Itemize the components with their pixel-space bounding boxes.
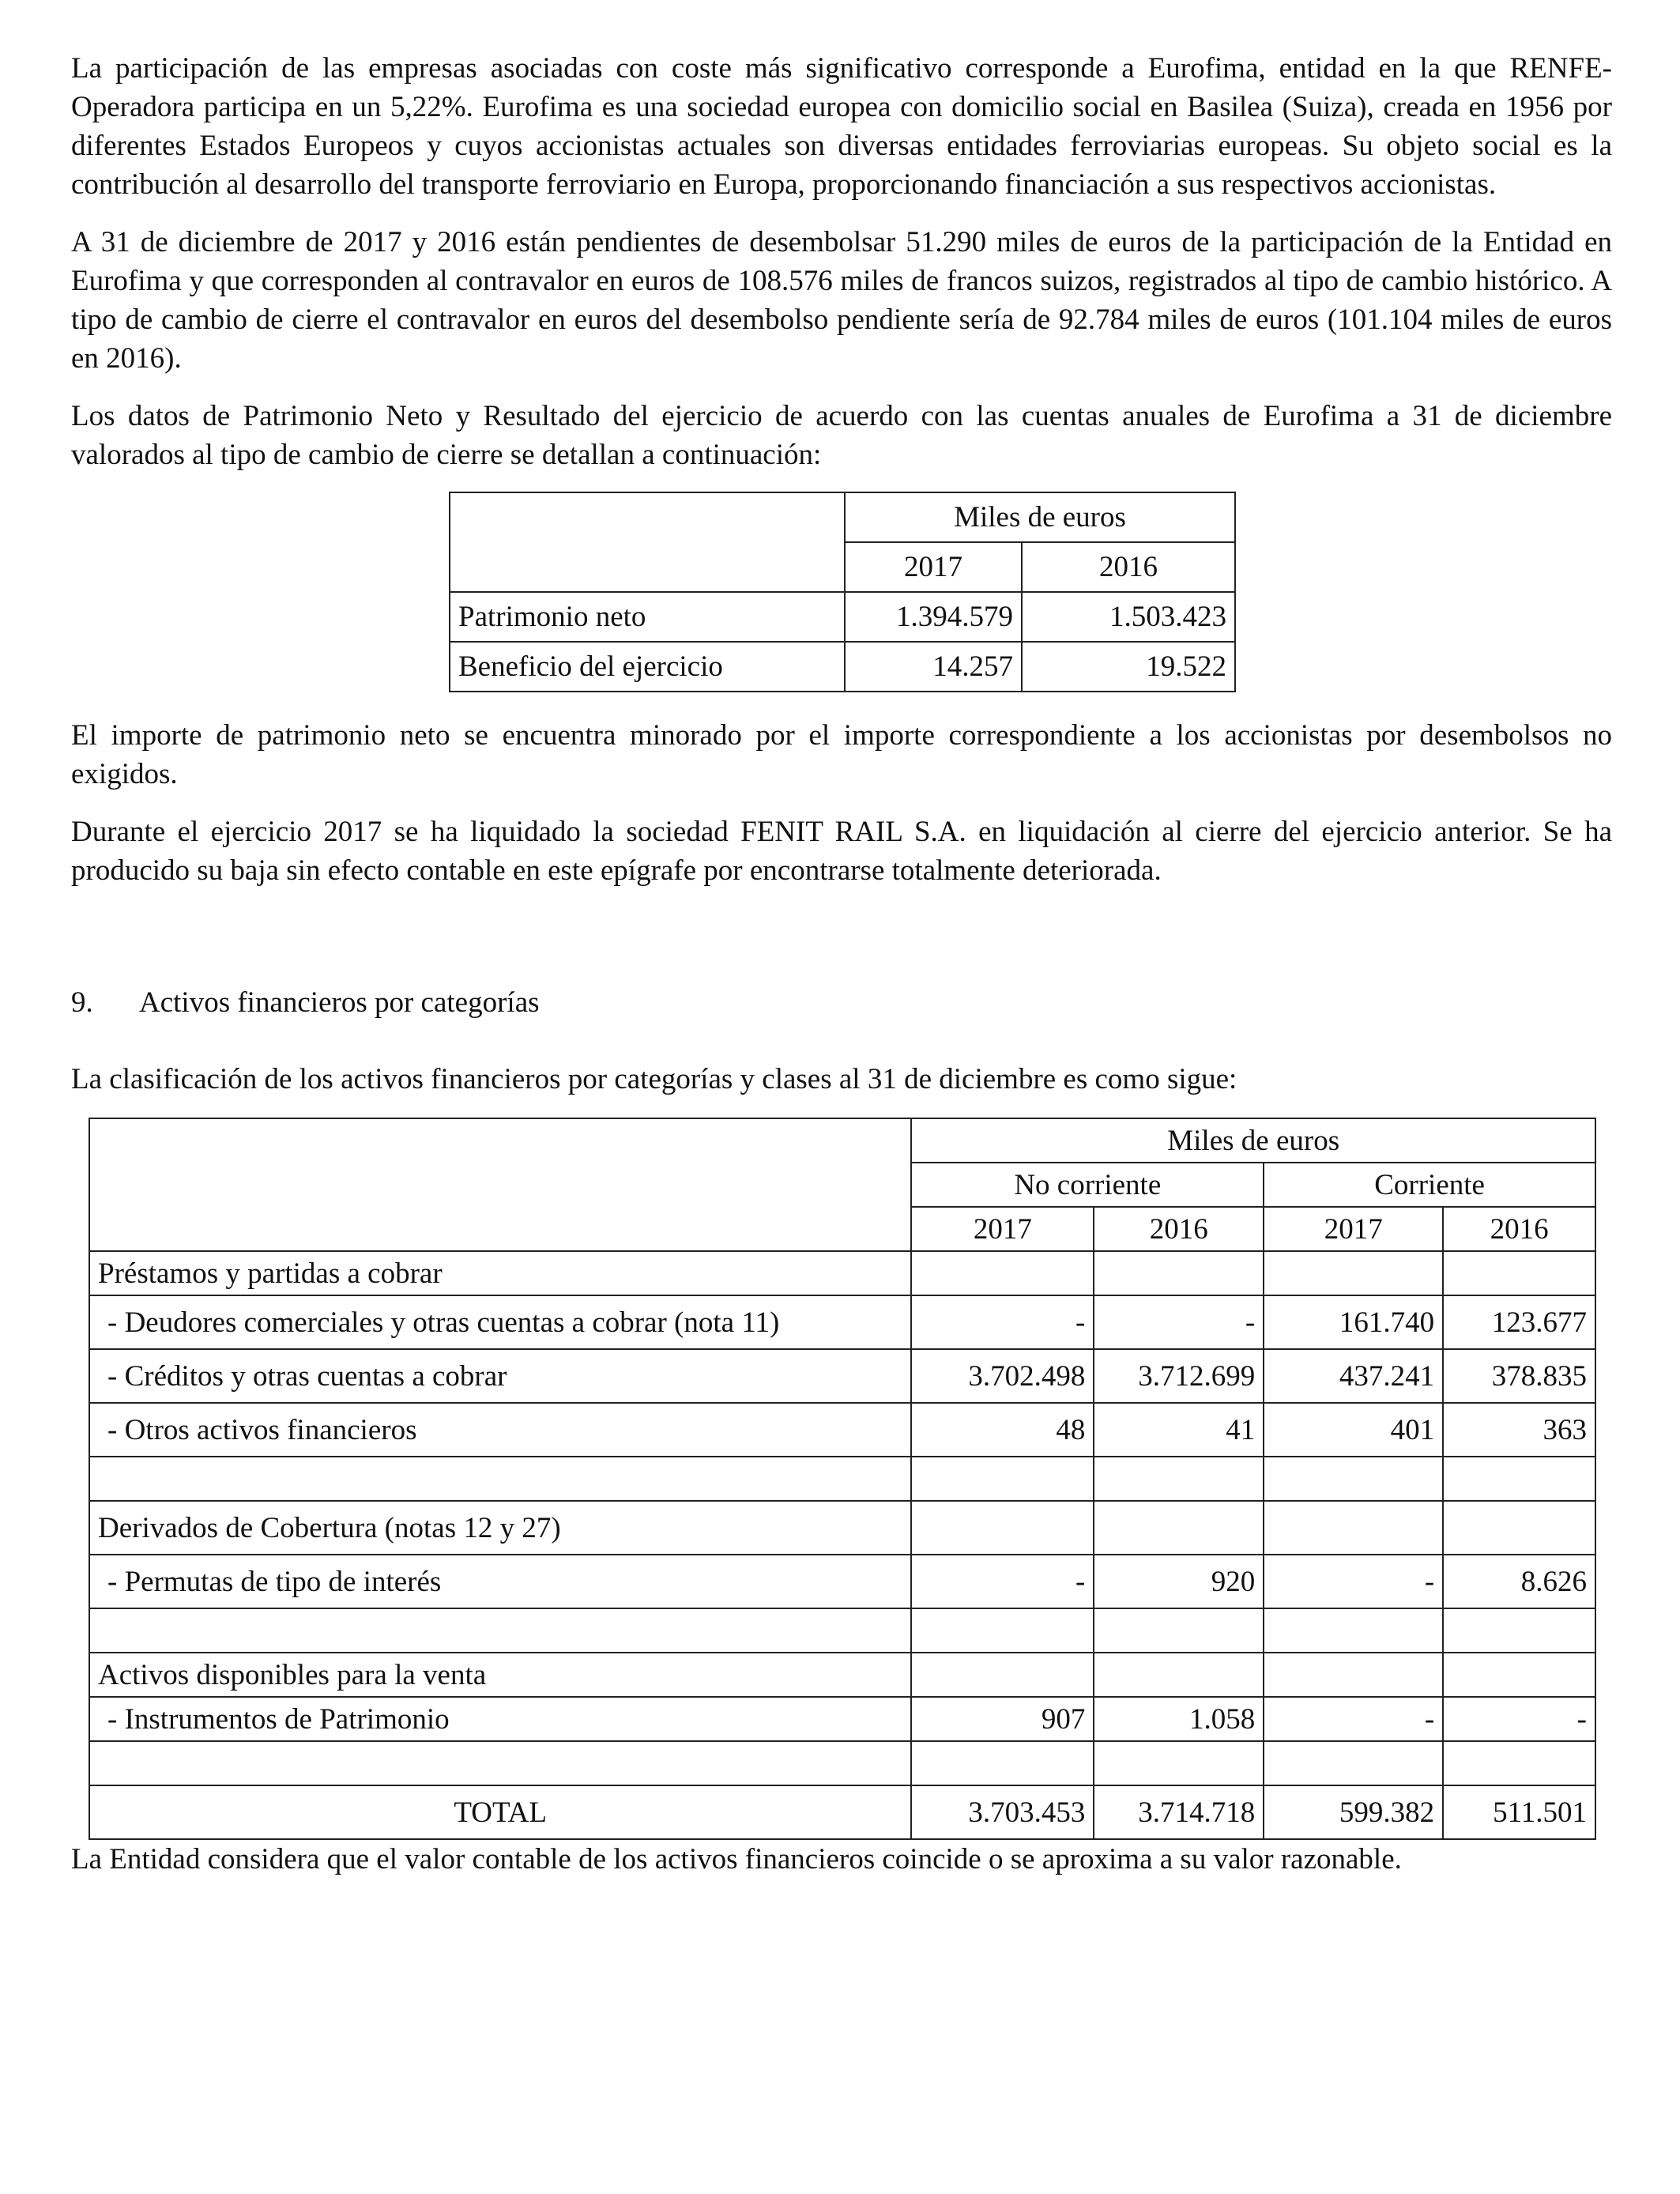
cell-value: - (1264, 1697, 1443, 1741)
category-label: Derivados de Cobertura (notas 12 y 27) (89, 1501, 911, 1555)
total-value: 511.501 (1443, 1785, 1595, 1839)
paragraph-classification-intro: La clasificación de los activos financieros por categorías y clases al 31 de diciembre es como sigue: (71, 1063, 1237, 1095)
cell-value: 41 (1094, 1403, 1264, 1457)
cell-value: - (1443, 1697, 1595, 1741)
table2-empty-header (89, 1118, 911, 1251)
table-row-total (89, 1785, 1595, 1839)
cell-value: 401 (1264, 1403, 1443, 1457)
cell-value: 363 (1443, 1403, 1595, 1457)
table-row (450, 642, 1235, 692)
table-row-empty (89, 1457, 1595, 1501)
cell-value: 3.712.699 (1094, 1349, 1264, 1403)
cell-value: 1.058 (1094, 1697, 1264, 1741)
cell-value: 14.257 (845, 642, 1022, 692)
cell-value: 907 (911, 1697, 1094, 1741)
cell-value: - (1094, 1295, 1264, 1349)
table-row (89, 1501, 1595, 1555)
cell-value: 437.241 (1264, 1349, 1443, 1403)
paragraph-equity-data-intro: Los datos de Patrimonio Neto y Resultado del ejercicio de acuerdo con las cuentas anuales de Eurofima a 31 de diciembre valorados al tipo de cambio de cierre se detallan a continuación: (71, 400, 1612, 471)
table-row (89, 1349, 1595, 1403)
financial-assets-table (89, 1118, 1596, 1840)
table1-unit-header: Miles de euros (845, 492, 1235, 542)
eurofima-equity-table (449, 492, 1236, 692)
table-row (89, 1251, 1595, 1295)
table-row (89, 1653, 1595, 1697)
table2-year: 2016 (1443, 1207, 1595, 1251)
cell-value: 123.677 (1443, 1295, 1595, 1349)
table-row-empty (89, 1608, 1595, 1653)
row-label: Patrimonio neto (450, 592, 845, 642)
row-label: - Deudores comerciales y otras cuentas a cobrar (nota 11) (89, 1295, 911, 1349)
cell-value: - (911, 1295, 1094, 1349)
cell-value: 19.522 (1022, 642, 1235, 692)
paragraph-equity-note: El importe de patrimonio neto se encuentra minorado por el importe correspondiente a los accionistas por desembolsos no exigidos. (71, 719, 1612, 790)
cell-value: 161.740 (1264, 1295, 1443, 1349)
cell-value: 8.626 (1443, 1555, 1595, 1608)
table1-year-2016: 2016 (1022, 542, 1235, 592)
cell-value: 378.835 (1443, 1349, 1595, 1403)
table-row (89, 1295, 1595, 1349)
table2-year: 2017 (911, 1207, 1094, 1251)
table-row (450, 592, 1235, 642)
table-row (89, 1697, 1595, 1741)
category-label: Activos disponibles para la venta (89, 1653, 911, 1697)
paragraph-pending-disbursement: A 31 de diciembre de 2017 y 2016 están pendientes de desembolsar 51.290 miles de euros de la participación de la Entidad en Eurofima y que corresponden al contravalor en euros de 108.576 miles de francos suizos, registrados al tipo de cambio histórico. A tipo de cambio de cierre el contravalor en euros del desembolso pendiente sería de 92.784 miles de euros (101.104 miles de euros en 2016). (71, 226, 1612, 375)
category-label: Préstamos y partidas a cobrar (89, 1251, 911, 1295)
row-label: - Créditos y otras cuentas a cobrar (89, 1349, 911, 1403)
cell-value: 920 (1094, 1555, 1264, 1608)
table-row (89, 1403, 1595, 1457)
paragraph-fair-value: La Entidad considera que el valor contable de los activos financieros coincide o se aproxima a su valor razonable. (71, 1843, 1402, 1875)
section-title: Activos financieros por categorías (139, 986, 540, 1019)
paragraph-eurofima-intro: La participación de las empresas asociadas con coste más significativo corresponde a Eurofima, entidad en la que RENFE-Operadora participa en un 5,22%. Eurofima es una sociedad europea con domicilio social en Basilea (Suiza), creada en 1956 por diferentes Estados Europeos y cuyos accionistas actuales son diversas entidades ferroviarias europeas. Su objeto social es la contribución al desarrollo del transporte ferroviario en Europa, proporcionando financiación a sus respectivos accionistas. (71, 52, 1612, 201)
row-label: - Otros activos financieros (89, 1403, 911, 1457)
table-row (89, 1555, 1595, 1608)
cell-value: 3.702.498 (911, 1349, 1094, 1403)
total-value: 3.703.453 (911, 1785, 1094, 1839)
table2-unit-header: Miles de euros (911, 1118, 1595, 1163)
total-value: 599.382 (1264, 1785, 1443, 1839)
section-heading (71, 983, 1612, 1022)
paragraph-fenit-rail: Durante el ejercicio 2017 se ha liquidado la sociedad FENIT RAIL S.A. en liquidación al cierre del ejercicio anterior. Se ha producido su baja sin efecto contable en este epígrafe por encontrarse totalmente deteriorada. (71, 816, 1612, 887)
cell-value: 1.503.423 (1022, 592, 1235, 642)
section-number: 9. (71, 986, 93, 1019)
table1-year-2017: 2017 (845, 542, 1022, 592)
table-row-empty (89, 1741, 1595, 1785)
document-page (71, 49, 1612, 1898)
total-value: 3.714.718 (1094, 1785, 1264, 1839)
row-label: - Instrumentos de Patrimonio (89, 1697, 911, 1741)
cell-value: - (911, 1555, 1094, 1608)
row-label: Beneficio del ejercicio (450, 642, 845, 692)
cell-value: 48 (911, 1403, 1094, 1457)
table2-year: 2016 (1094, 1207, 1264, 1251)
table1-empty-header (450, 492, 845, 592)
cell-value: - (1264, 1555, 1443, 1608)
total-label: TOTAL (89, 1785, 911, 1839)
cell-value: 1.394.579 (845, 592, 1022, 642)
table2-group-current: Corriente (1264, 1163, 1595, 1207)
row-label: - Permutas de tipo de interés (89, 1555, 911, 1608)
table2-group-non-current: No corriente (911, 1163, 1264, 1207)
table2-year: 2017 (1264, 1207, 1443, 1251)
